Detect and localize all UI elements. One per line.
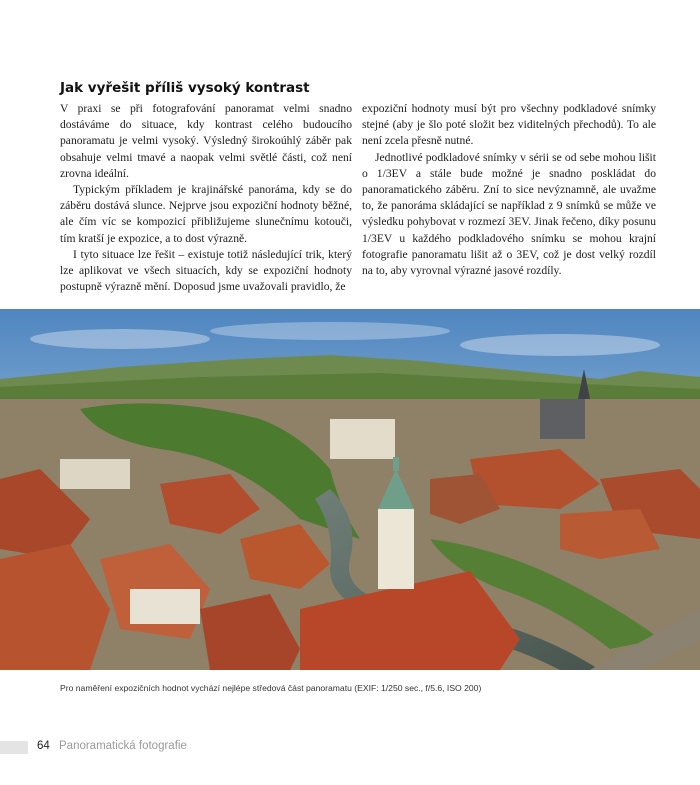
paragraph: Typickým příkladem je krajinářské panoráma, kdy se do záběru dostává slunce. Nejprve jsou expoziční hodnoty běžné, ale čím víc se kompozicí přibližujeme slunečnímu kotouči, tím kratší je expozice, a to dost výrazně. [60, 183, 352, 245]
paragraph: Jednotlivé podkladové snímky v sérii se od sebe mohou lišit o 1/3EV a stále bude možné je snadno poskládat do panoramatického záběru. Zní to sice nevýznamně, ale uvažme to, že panoráma skládající se například z 9 snímků se může ve výsledku pohybovat v rozmezí 3EV. Jinak řečeno, díky posunu 1/3EV u každého podkladového snímku se mohou krajní fotografie panoramatu lišit až o 3EV, což je dost velký rozdíl na to, aby vyrovnal výrazné jasové rozdíly. [362, 150, 656, 278]
paragraph: expoziční hodnoty musí být pro všechny podkladové snímky stejné (aby je šlo poté složit bez viditelných přechodů). To ale není zcela přesně nutné. [362, 102, 656, 148]
page-number: 64 [37, 740, 50, 752]
footer-bar [0, 741, 28, 754]
paragraph: V praxi se při fotografování panoramat velmi snadno dostáváme do situace, kdy kontrast celého budoucího panoramatu je velmi vysoký. Výsledný širokoúhlý záběr pak obsahuje velmi tmavé a naopak velmi světlé části, což není zrovna ideální. [60, 102, 352, 180]
text-column-right [362, 101, 656, 279]
paragraph: I tyto situace lze řešit – existuje totiž následující trik, který lze aplikovat ve všech situacích, kdy se expoziční hodnoty postupně výrazně mění. Doposud jsme uvažovali pravidlo, že [60, 247, 352, 294]
text-column-left [60, 101, 352, 295]
section-heading: Jak vyřešit příliš vysoký kontrast [60, 80, 310, 96]
figure-caption: Pro naměření expozičních hodnot vychází nejlépe středová část panoramatu (EXIF: 1/250 sec., f/5.6, ISO 200) [60, 683, 482, 693]
panorama-photo [0, 309, 700, 670]
running-title: Panoramatická fotografie [59, 740, 187, 752]
